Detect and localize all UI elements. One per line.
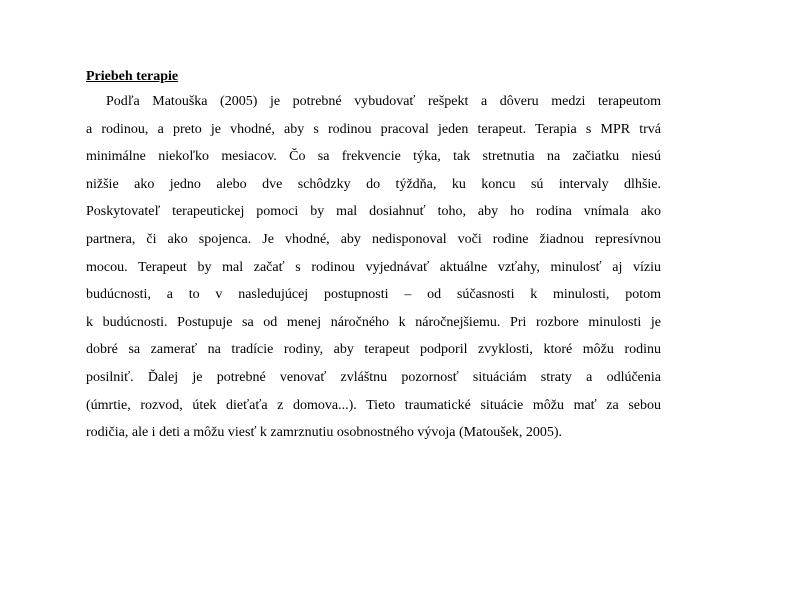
paragraph-line: (úmrtie, rozvod, útek dieťaťa z domova...). Tieto traumatické situácie môžu mať za sebou	[86, 397, 661, 413]
paragraph-line: rodičia, ale i deti a môžu viesť k zamrznutiu osobnostného vývoja (Matoušek, 2005).	[86, 425, 563, 441]
document-content	[86, 66, 661, 447]
paragraph-line: nižšie ako jedno alebo dve schôdzky do týždňa, ku koncu sú intervaly dlhšie.	[86, 176, 661, 192]
paragraph-line: k budúcnosti. Postupuje sa od menej náročného k náročnejšiemu. Pri rozbore minulosti je	[86, 314, 661, 330]
paragraph-line: minimálne niekoľko mesiacov. Čo sa frekvencie týka, tak stretnutia na začiatku niesú	[86, 149, 661, 165]
paragraph-line: mocou. Terapeut by mal začať s rodinou vyjednávať aktuálne vzťahy, minulosť aj víziu	[86, 259, 661, 275]
paragraph-line: Poskytovateľ terapeutickej pomoci by mal dosiahnuť toho, aby ho rodina vnímala ako	[86, 204, 661, 220]
body-paragraph	[86, 88, 661, 447]
paragraph-line: posilniť. Ďalej je potrebné venovať zvláštnu pozornosť situáciám straty a odlúčenia	[86, 369, 661, 385]
paragraph-line: a rodinou, a preto je vhodné, aby s rodinou pracoval jeden terapeut. Terapia s MPR trvá	[86, 121, 661, 137]
paragraph-line: partnera, či ako spojenca. Je vhodné, aby nedisponoval voči rodine žiadnou represívnou	[86, 231, 661, 247]
paragraph-line: Podľa Matouška (2005) je potrebné vybudovať rešpekt a dôveru medzi terapeutom	[106, 94, 661, 109]
paragraph-line: budúcnosti, a to v nasledujúcej postupnosti – od súčasnosti k minulosti, potom	[86, 287, 661, 303]
paragraph-line: dobré sa zamerať na tradície rodiny, aby terapeut podporil zvyklosti, ktoré môžu rodinu	[86, 342, 661, 358]
section-heading: Priebeh terapie	[86, 69, 179, 84]
